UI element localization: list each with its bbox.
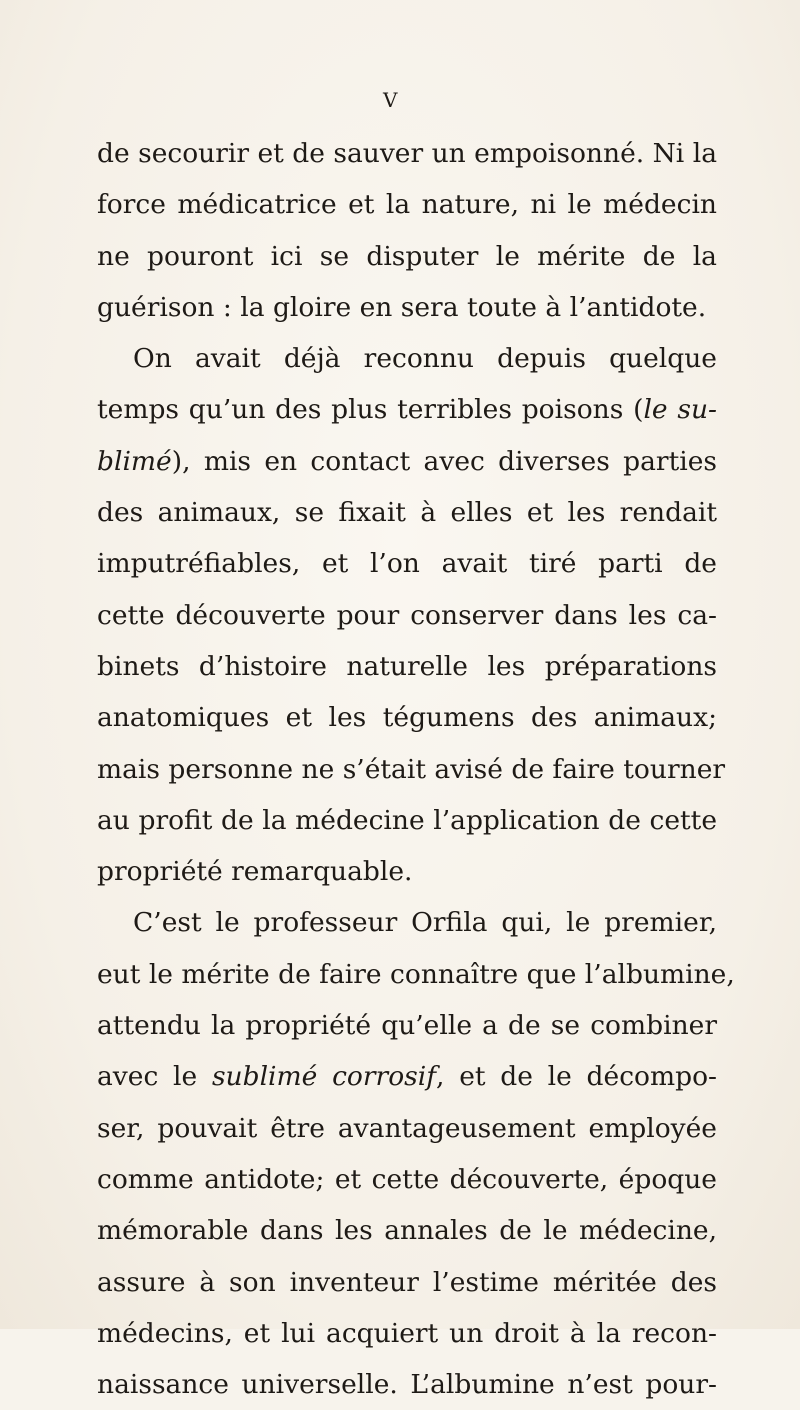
text-line [97,949,735,1000]
text-run: au profit de la médecine l’application de cette [97,804,717,836]
text-line [97,846,717,897]
text-line [97,1308,717,1359]
text-run: attendu la propriété qu’elle a de se combiner [97,1010,717,1042]
text-run: propriété remarquable. [97,856,413,888]
text-run: de secourir et de sauver un empoisonné. Ni la [97,138,717,169]
text-line [97,128,717,179]
text-run: On avait déjà reconnu depuis quelque [133,343,717,375]
text-run: ser, pouvait être avantageusement employée [97,1112,717,1144]
text-line [97,179,717,230]
text-run: avec le [97,1061,212,1093]
text-line [97,487,717,538]
text-line [97,1103,717,1154]
text-run: comme antidote; et cette découverte, époque [97,1163,717,1195]
page-signature: V [383,88,398,112]
text-run: temps qu’un des plus terribles poisons ( [97,394,644,426]
text-line [97,333,717,384]
text-run: anatomiques et les tégumens des animaux; [97,702,717,734]
text-run: , et de le décompo- [436,1061,717,1093]
text-run: force médicatrice et la nature, ni le médecin [97,189,717,221]
text-line [97,1000,717,1051]
text-line [97,744,726,795]
text-line [97,692,717,743]
italic-text-run: le su- [643,394,717,426]
italic-text-run: sublimé corrosif [211,1061,437,1093]
text-run: mais personne ne s’était avisé de faire tourner [97,753,726,785]
text-line [97,1359,717,1410]
text-run: guérison : la gloire en sera toute à l’antidote. [97,291,707,323]
text-run: naissance universelle. L’albumine n’est pour- [97,1369,717,1401]
text-run: mémorable dans les annales de le médecine, [97,1215,717,1247]
text-line [97,538,717,589]
text-run: imputréfiables, et l’on avait tiré parti de [97,548,717,580]
text-line [97,1154,717,1205]
text-line [97,641,717,692]
text-run: médecins, et lui acquiert un droit à la recon- [97,1317,717,1349]
text-line [97,795,717,846]
text-run: des animaux, se fixait à elles et les rendait [97,497,717,529]
text-run: cette découverte pour conserver dans les ca- [97,599,717,631]
text-line [97,282,717,333]
body-text [97,128,735,1410]
text-line [97,1257,717,1308]
text-run: assure à son inventeur l’estime méritée des [97,1266,717,1298]
text-line [97,436,717,487]
text-run: eut le mérite de faire connaître que l’albumine, [97,958,735,990]
text-line [97,897,717,948]
italic-text-run: blimé [97,445,172,477]
text-line [97,590,717,641]
text-run: ), mis en contact avec diverses parties [171,445,717,477]
text-run: binets d’histoire naturelle les préparations [97,650,717,682]
text-line [97,231,717,282]
text-line [97,1205,717,1256]
text-line [97,1051,717,1102]
text-run: ne pouront ici se disputer le mérite de la [97,240,717,272]
text-line [97,384,717,435]
text-run: C’est le professeur Orfila qui, le premier, [133,907,717,939]
